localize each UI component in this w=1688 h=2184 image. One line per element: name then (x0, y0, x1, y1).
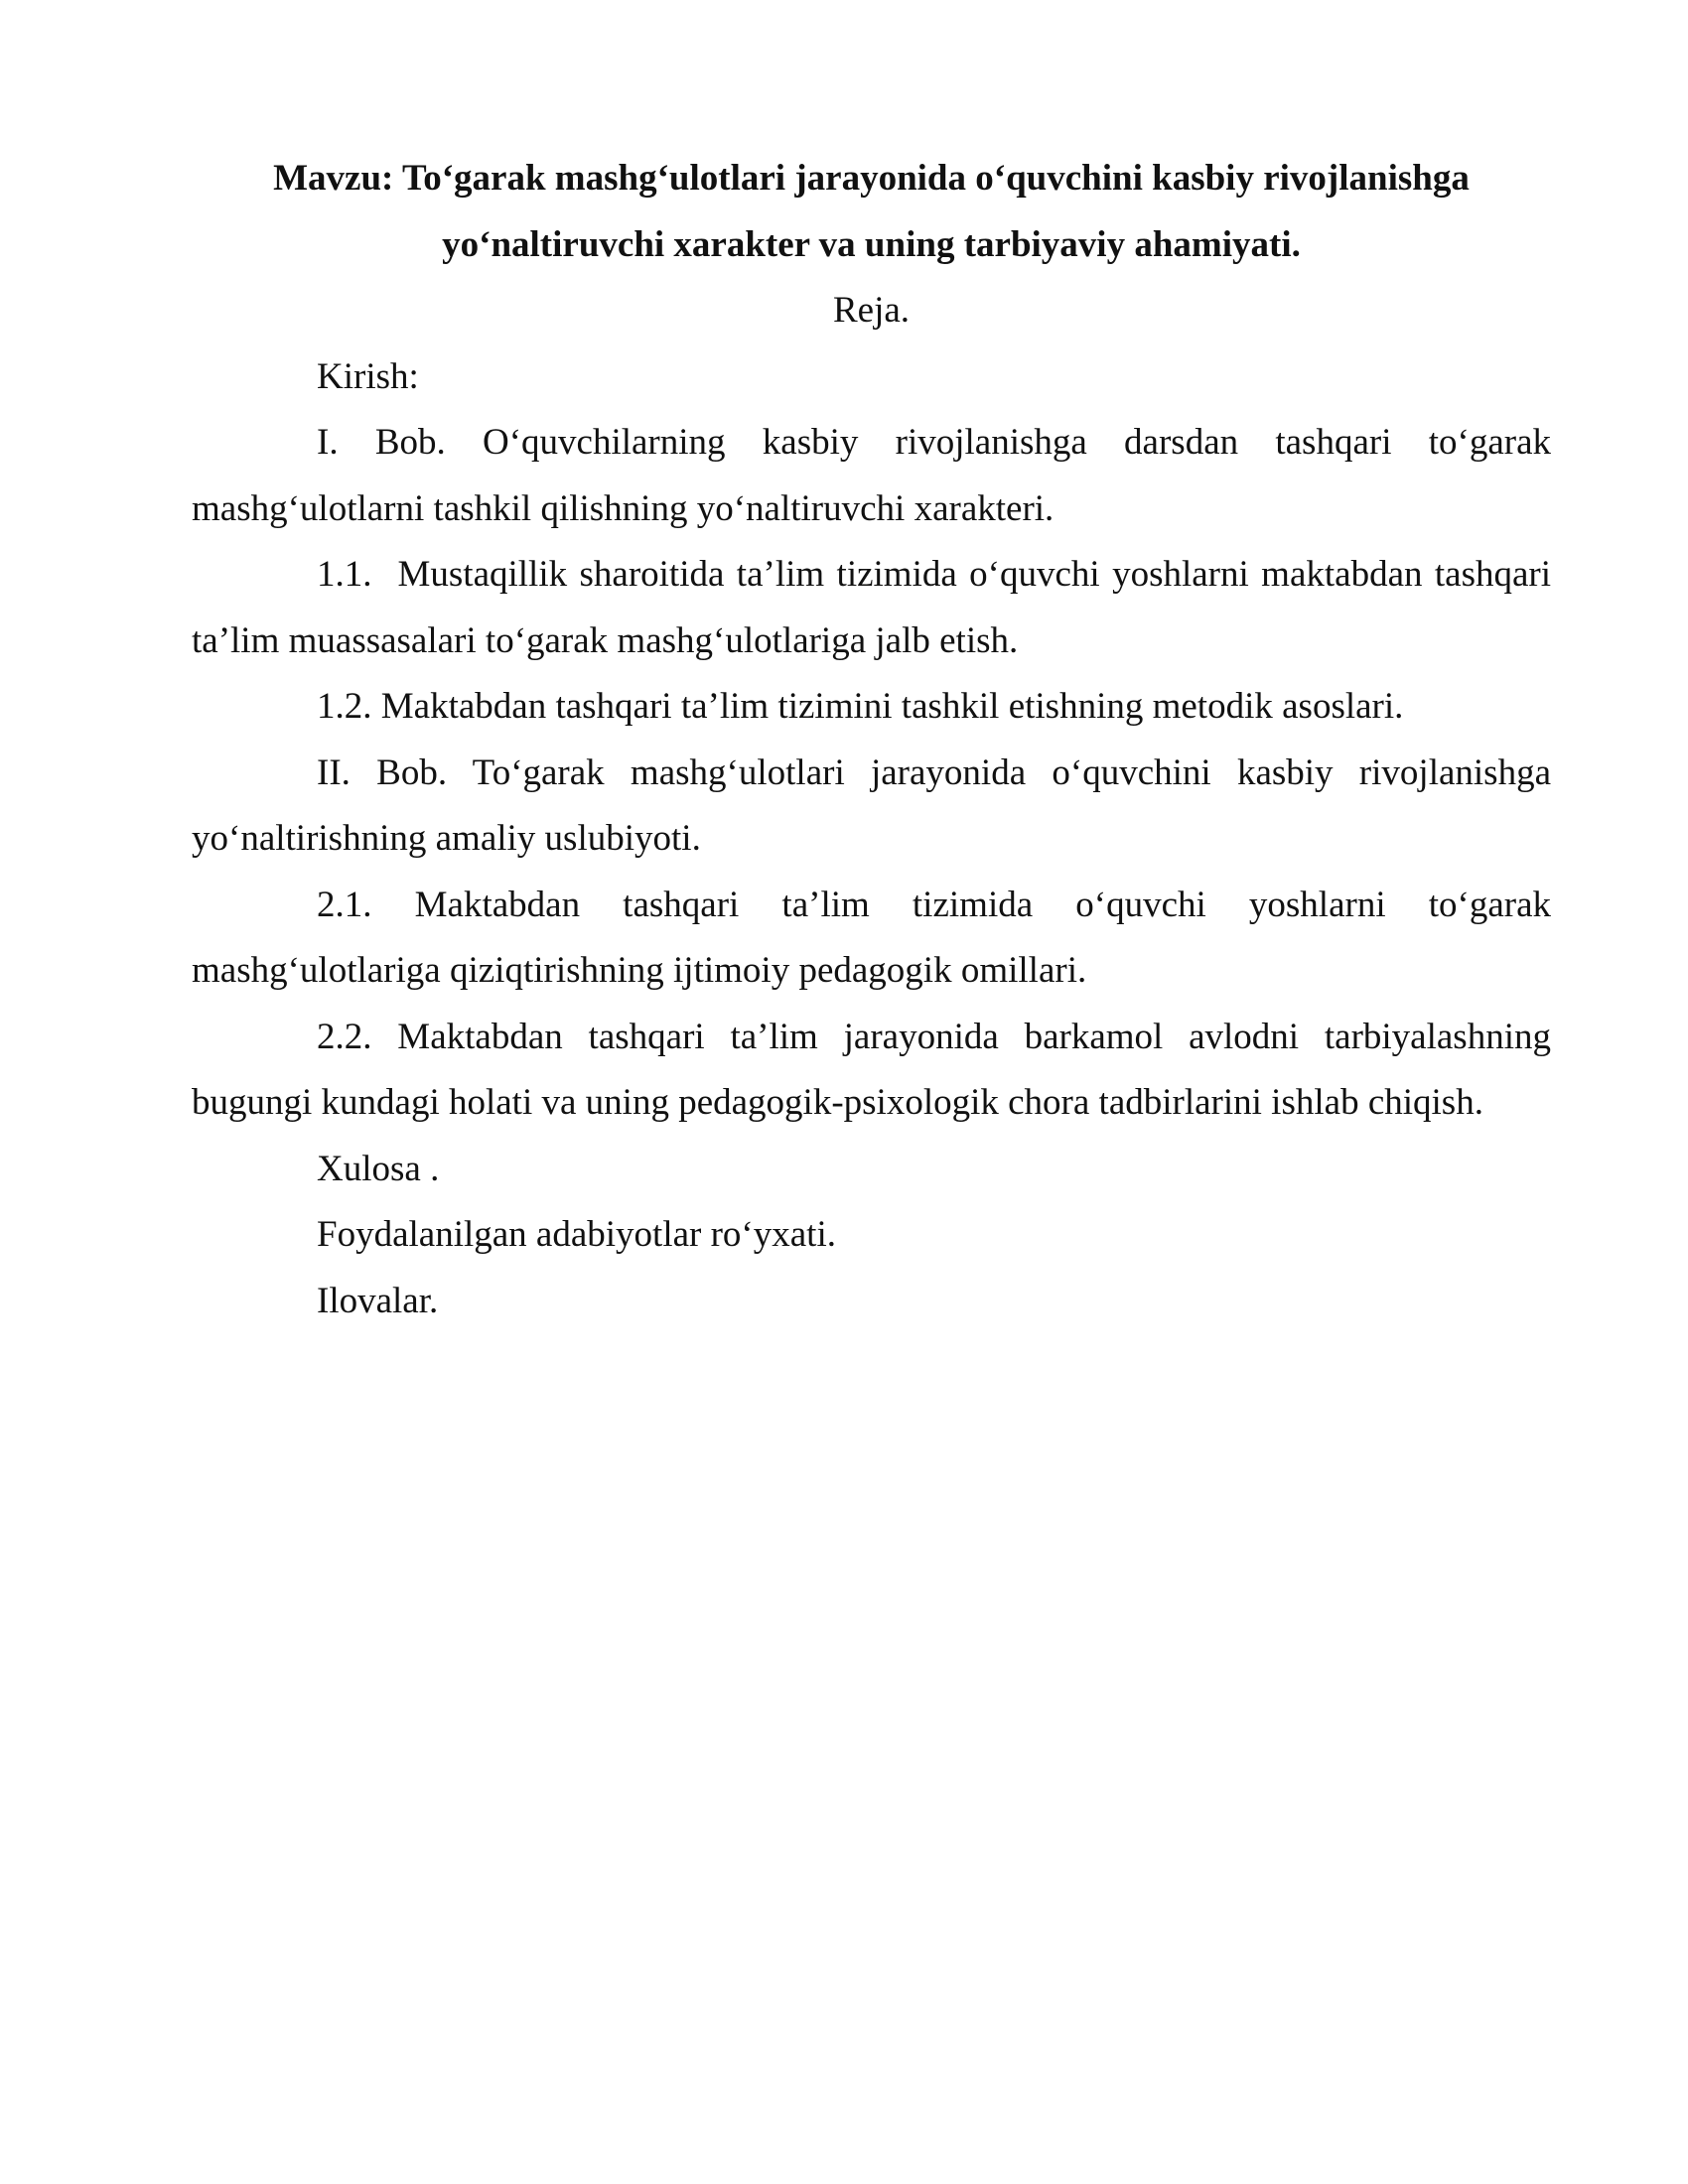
plan-item-section-2-1: 2.1. Maktabdan tashqari ta’lim tizimida o‘quvchi yoshlarni to‘garak mashg‘ulotlariga qiziqtirishning ijtimoiy pedagogik omillari. (192, 884, 1551, 991)
document-content (192, 146, 1551, 1334)
plan-item-conclusion: Xulosa . (317, 1148, 440, 1189)
plan-item-appendices: Ilovalar. (317, 1280, 439, 1321)
plan-item-chapter-1: I. Bob. O‘quvchilarning kasbiy rivojlanishga darsdan tashqari to‘garak mashg‘ulotlarni tashkil qilishning yo‘naltiruvchi xarakteri. (192, 422, 1551, 529)
plan-item-section-2-2: 2.2. Maktabdan tashqari ta’lim jarayonida barkamol avlodni tarbiyalashning bugungi kundagi holati va uning pedagogik-psixologik chora tadbirlarini ishlab chiqish. (192, 1016, 1551, 1123)
plan-item-section-1-2: 1.2. Maktabdan tashqari ta’lim tizimini tashkil etishning metodik asoslari. (317, 686, 1404, 727)
plan-heading: Reja. (832, 290, 911, 331)
document-title-line-1: Mavzu: To‘garak mashg‘ulotlari jarayonida o‘quvchini kasbiy rivojlanishga (273, 158, 1470, 199)
plan-item-chapter-2: II. Bob. To‘garak mashg‘ulotlari jarayonida o‘quvchini kasbiy rivojlanishga yo‘naltirishning amaliy uslubiyoti. (192, 751, 1551, 859)
section-text: Mustaqillik sharoitida ta’lim tizimida o‘quvchi yoshlarni maktabdan tashqari ta’lim muassasalari to‘garak mashg‘ulotlariga jalb etish. (192, 554, 1551, 661)
section-number: 1.1. (317, 554, 372, 595)
plan-item-references: Foydalanilgan adabiyotlar ro‘yxati. (317, 1214, 836, 1255)
plan-item-section-1-1 (192, 542, 1551, 674)
plan-item-introduction: Kirish: (317, 355, 419, 397)
document-title-line-2: yo‘naltiruvchi xarakter va uning tarbiyaviy ahamiyati. (442, 223, 1301, 265)
